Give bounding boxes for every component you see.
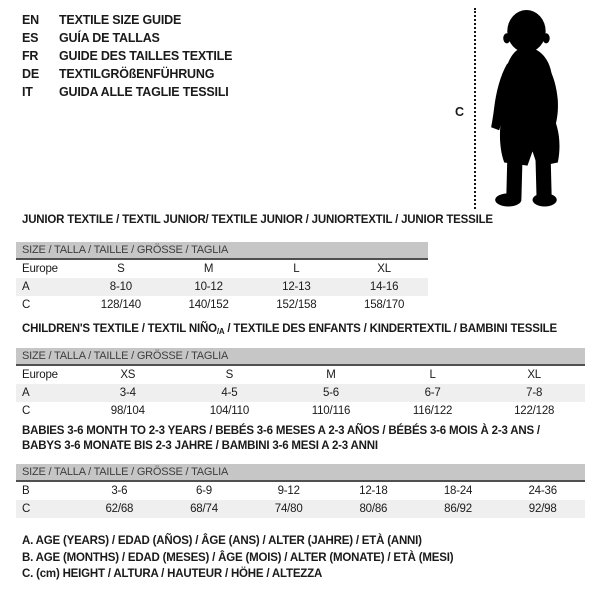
table-cell: 92/98 <box>528 503 557 515</box>
table-cell: 116/122 <box>412 405 453 417</box>
section-title-junior: JUNIOR TEXTILE / TEXTIL JUNIOR/ TEXTILE JUNIOR / JUNIORTEXTIL / JUNIOR TESSILE <box>22 214 493 226</box>
table-row-age <box>16 278 428 296</box>
language-title: TEXTILGRÖßENFÜHRUNG <box>59 67 215 81</box>
table-cell: 104/110 <box>209 405 250 417</box>
row-label: B <box>22 485 30 497</box>
section-title-part: CHILDREN'S TEXTILE / TEXTIL NIÑO <box>22 323 217 335</box>
table-cell: 6-9 <box>195 485 213 497</box>
table-header-row <box>16 260 428 278</box>
column-header: M <box>326 369 336 381</box>
row-label: C <box>22 299 31 311</box>
table-cell: 8-10 <box>109 281 132 293</box>
table-cell: 122/128 <box>514 405 555 417</box>
table-cell: 18-24 <box>443 485 473 497</box>
table-cell: 4-5 <box>221 387 238 399</box>
table-row-height <box>16 296 428 314</box>
column-header: L <box>429 369 436 381</box>
section-title-subscript: /A <box>216 327 225 336</box>
language-title: TEXTILE SIZE GUIDE <box>59 13 182 27</box>
table-cell: 6-7 <box>424 387 441 399</box>
language-title: GUÍA DE TALLAS <box>59 31 160 45</box>
language-row <box>22 83 232 101</box>
language-title-list <box>22 11 232 101</box>
table-cell: 14-16 <box>369 281 399 293</box>
size-bar-header: SIZE / TALLA / TAILLE / GRÖSSE / TAGLIA <box>16 464 585 482</box>
height-measure-dashed-line <box>474 8 476 209</box>
section-title-line: BABIES 3-6 MONTH TO 2-3 YEARS / BEBÉS 3-6 MESES A 2-3 AÑOS / BÉBÉS 3-6 MOIS À 2-3 ANS / <box>22 425 540 437</box>
language-code: FR <box>22 49 39 63</box>
table-cell: 140/152 <box>188 299 229 311</box>
row-label: C <box>22 405 31 417</box>
table-cell: 3-6 <box>111 485 128 497</box>
table-cell: 110/116 <box>311 405 351 417</box>
table-cell: 158/170 <box>364 299 405 311</box>
column-header: XL <box>527 369 541 381</box>
column-header: XS <box>120 369 136 381</box>
language-code: IT <box>22 85 33 99</box>
junior-size-table <box>16 242 428 314</box>
table-cell: 128/140 <box>100 299 141 311</box>
footnote-age-years: A. AGE (YEARS) / EDAD (AÑOS) / ÂGE (ANS) / ALTER (JAHRE) / ETÀ (ANNI) <box>22 535 422 547</box>
table-cell: 3-4 <box>119 387 136 399</box>
table-cell: 98/104 <box>110 405 145 417</box>
table-cell: 152/158 <box>276 299 317 311</box>
table-cell: 7-8 <box>526 387 543 399</box>
row-label: C <box>22 503 31 515</box>
table-cell: 62/68 <box>105 503 134 515</box>
column-header: S <box>225 369 234 381</box>
size-bar-header: SIZE / TALLA / TAILLE / GRÖSSE / TAGLIA <box>16 242 428 260</box>
table-cell: 12-18 <box>359 485 388 497</box>
section-title-part: / TEXTILE DES ENFANTS / KINDERTEXTIL / BAMBINI TESSILE <box>224 323 557 335</box>
children-size-table <box>16 348 585 420</box>
language-row <box>22 29 232 47</box>
column-header: L <box>293 263 300 275</box>
language-code: ES <box>22 31 39 45</box>
column-header: XL <box>377 263 391 275</box>
table-row-height <box>16 402 585 420</box>
column-header: Europe <box>22 263 58 275</box>
column-header: M <box>203 263 214 275</box>
language-title: GUIDA ALLE TAGLIE TESSILI <box>59 85 229 99</box>
table-cell: 68/74 <box>190 503 218 515</box>
footnote-age-months: B. AGE (MONTHS) / EDAD (MESES) / ÂGE (MOIS) / ALTER (MONATE) / ETÀ (MESI) <box>22 551 454 564</box>
language-title: GUIDE DES TAILLES TEXTILE <box>59 49 233 63</box>
table-cell: 12-13 <box>282 281 311 293</box>
row-label: A <box>22 281 30 293</box>
table-cell: 74/80 <box>274 503 303 515</box>
language-row <box>22 47 232 65</box>
language-row <box>22 11 232 29</box>
footnote-list <box>22 533 453 583</box>
table-cell: 9-12 <box>277 485 300 497</box>
table-row-age-months <box>16 482 585 500</box>
table-cell: 24-36 <box>528 485 557 497</box>
section-title-line: BABYS 3-6 MONATE BIS 2-3 JAHRE / BAMBINI 3-6 MESI A 2-3 ANNI <box>22 439 378 452</box>
table-row-age <box>16 384 585 402</box>
footnote-height: C. (cm) HEIGHT / ALTURA / HAUTEUR / HÖHE / ALTEZZA <box>22 568 323 580</box>
table-cell: 86/92 <box>444 503 472 515</box>
language-row <box>22 65 232 83</box>
column-header: Europe <box>22 369 58 381</box>
size-bar-header: SIZE / TALLA / TAILLE / GRÖSSE / TAGLIA <box>16 348 585 366</box>
section-title-babies <box>22 424 540 453</box>
height-measure-label: C <box>455 105 464 119</box>
row-label: A <box>22 387 30 399</box>
column-header: S <box>117 263 125 275</box>
table-cell: 80/86 <box>359 503 388 515</box>
babies-size-table <box>16 464 585 518</box>
language-code: EN <box>22 13 39 27</box>
section-title-children <box>22 323 557 336</box>
toddler-silhouette-image <box>486 7 574 209</box>
table-row-height <box>16 500 585 518</box>
language-code: DE <box>22 67 39 81</box>
table-header-row <box>16 366 585 384</box>
table-cell: 5-6 <box>322 387 339 399</box>
table-cell: 10-12 <box>194 281 223 293</box>
